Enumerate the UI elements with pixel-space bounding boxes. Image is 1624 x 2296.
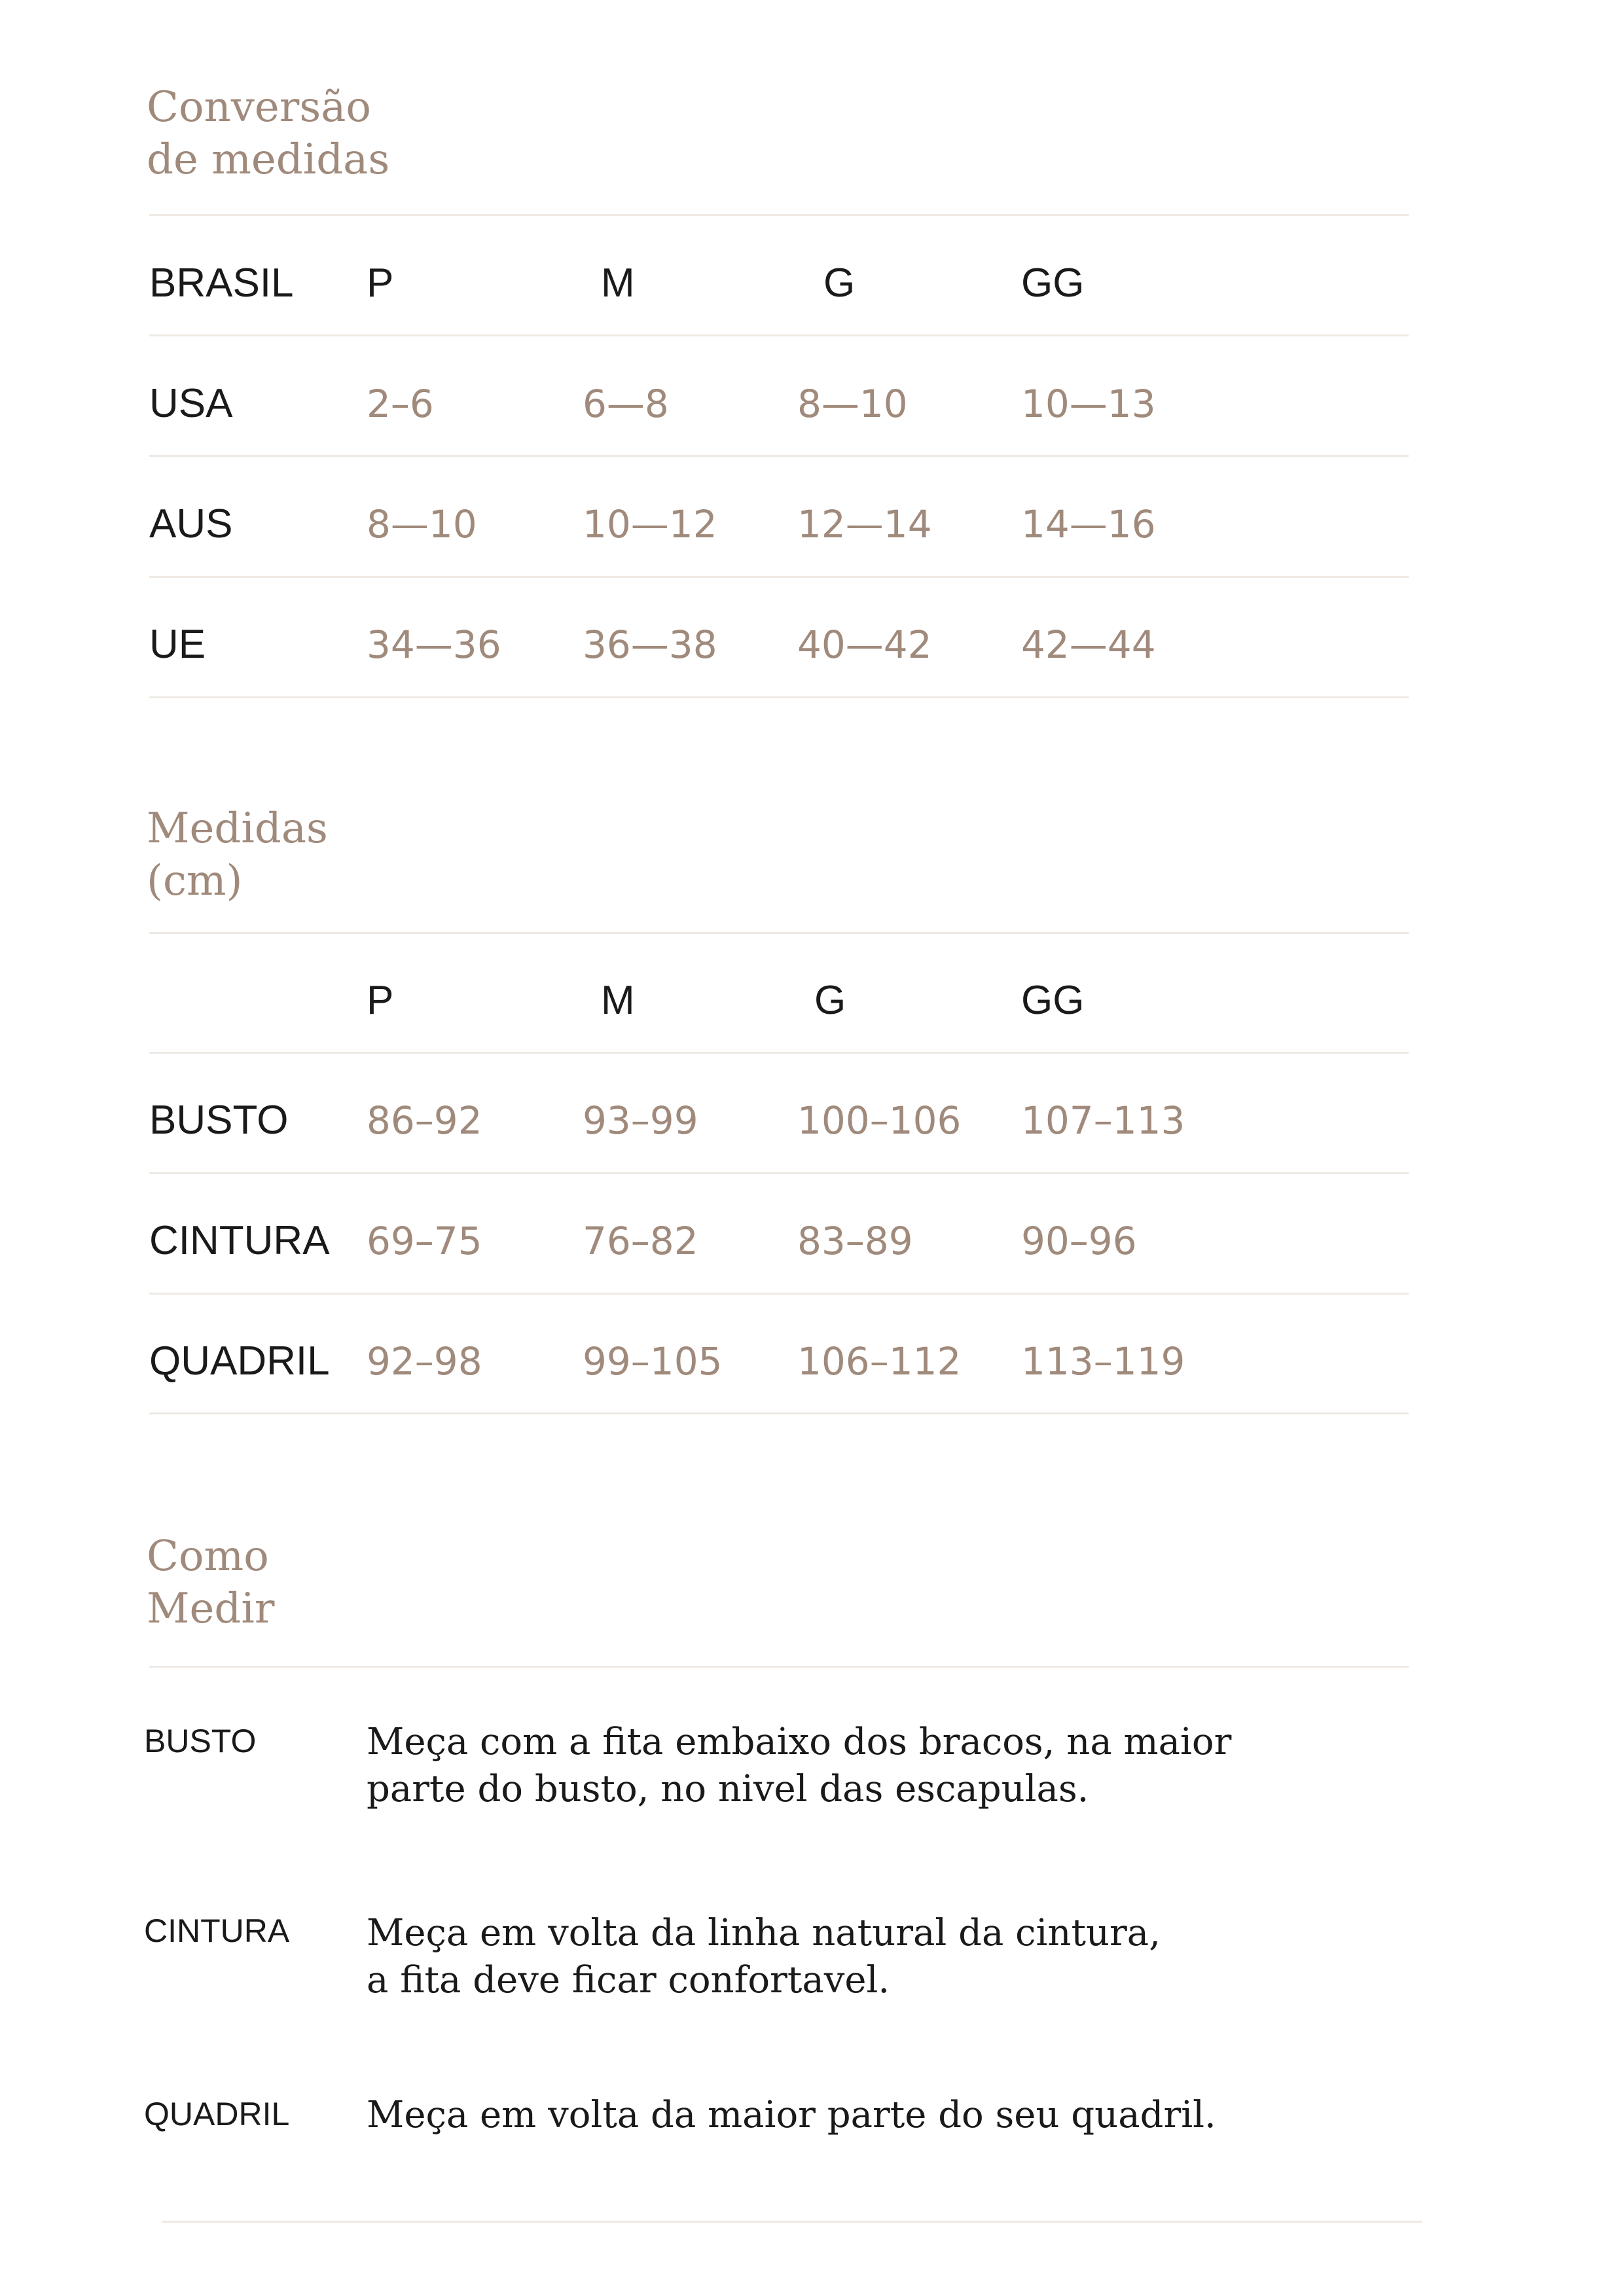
row-label: QUADRIL [149, 1338, 330, 1384]
how-item-line: Meça com a fita embaixo dos bracos, na maior [367, 1721, 1232, 1763]
measurements-size-p: P [367, 978, 394, 1023]
value-p: 69–75 [367, 1219, 482, 1263]
conversion-size-gg: GG [1021, 260, 1085, 306]
how-to-measure-title-line-1: Como [147, 1532, 269, 1581]
measurements-title-line-1: Medidas [147, 804, 328, 853]
how-item-label: QUADRIL [144, 2096, 290, 2132]
how-item-line: parte do busto, no nivel das escapulas. [367, 1768, 1089, 1810]
measurements-size-gg: GG [1021, 978, 1085, 1023]
value-g: 100–106 [797, 1098, 962, 1143]
how-item-text [367, 1910, 1161, 2004]
divider [149, 1172, 1409, 1174]
value-p: 8—10 [367, 502, 477, 547]
conversion-size-g: G [823, 260, 856, 306]
how-item-line: a fita deve ficar confortavel. [367, 1959, 890, 2001]
how-item-line: Meça em volta da linha natural da cintura, [367, 1912, 1161, 1954]
value-m: 36—38 [583, 622, 717, 667]
divider [149, 1052, 1409, 1054]
conversion-size-p: P [367, 260, 394, 306]
conversion-size-m: M [601, 260, 635, 306]
measurements-size-m: M [601, 978, 635, 1023]
value-m: 93–99 [583, 1098, 698, 1143]
value-gg: 14—16 [1021, 502, 1156, 547]
value-g: 8—10 [797, 382, 908, 426]
value-gg: 10—13 [1021, 382, 1156, 426]
how-item-text [367, 2092, 1216, 2139]
measurements-title-line-2: (cm) [147, 857, 243, 905]
value-g: 40—42 [797, 622, 932, 667]
value-g: 12—14 [797, 502, 932, 547]
row-label: UE [149, 622, 206, 667]
how-to-measure-title-line-2: Medir [147, 1585, 275, 1633]
divider [149, 1293, 1409, 1295]
how-item-label: BUSTO [144, 1723, 257, 1759]
value-g: 83–89 [797, 1219, 913, 1263]
value-m: 76–82 [583, 1219, 698, 1263]
how-item-text [367, 1719, 1231, 1813]
divider [149, 576, 1409, 578]
value-gg: 90–96 [1021, 1219, 1137, 1263]
measurements-size-g: G [814, 978, 846, 1023]
divider [149, 334, 1409, 336]
row-label: USA [149, 381, 233, 426]
conversion-title-line-1: Conversão [147, 83, 371, 132]
conversion-title-line-2: de medidas [147, 135, 390, 184]
value-p: 2–6 [367, 382, 434, 426]
how-item-label: CINTURA [144, 1912, 290, 1949]
conversion-title [147, 81, 389, 186]
value-g: 106–112 [797, 1339, 962, 1384]
divider [149, 214, 1409, 216]
value-gg: 107–113 [1021, 1098, 1185, 1143]
divider [149, 932, 1409, 934]
measurements-title [147, 802, 328, 907]
how-item-line: Meça em volta da maior parte do seu quadril. [367, 2094, 1216, 2136]
value-gg: 42—44 [1021, 622, 1156, 667]
divider [162, 2221, 1422, 2223]
conversion-header-label: BRASIL [149, 260, 294, 306]
row-label: CINTURA [149, 1218, 330, 1263]
row-label: AUS [149, 501, 233, 547]
how-to-measure-title [147, 1530, 274, 1635]
divider [149, 696, 1409, 698]
value-p: 92–98 [367, 1339, 482, 1384]
value-m: 99–105 [583, 1339, 723, 1384]
value-p: 86–92 [367, 1098, 482, 1143]
divider [149, 1666, 1409, 1668]
row-label: BUSTO [149, 1098, 289, 1143]
value-m: 6—8 [583, 382, 669, 426]
value-m: 10—12 [583, 502, 717, 547]
value-p: 34—36 [367, 622, 501, 667]
divider [149, 455, 1409, 457]
value-gg: 113–119 [1021, 1339, 1185, 1384]
divider [149, 1412, 1409, 1414]
